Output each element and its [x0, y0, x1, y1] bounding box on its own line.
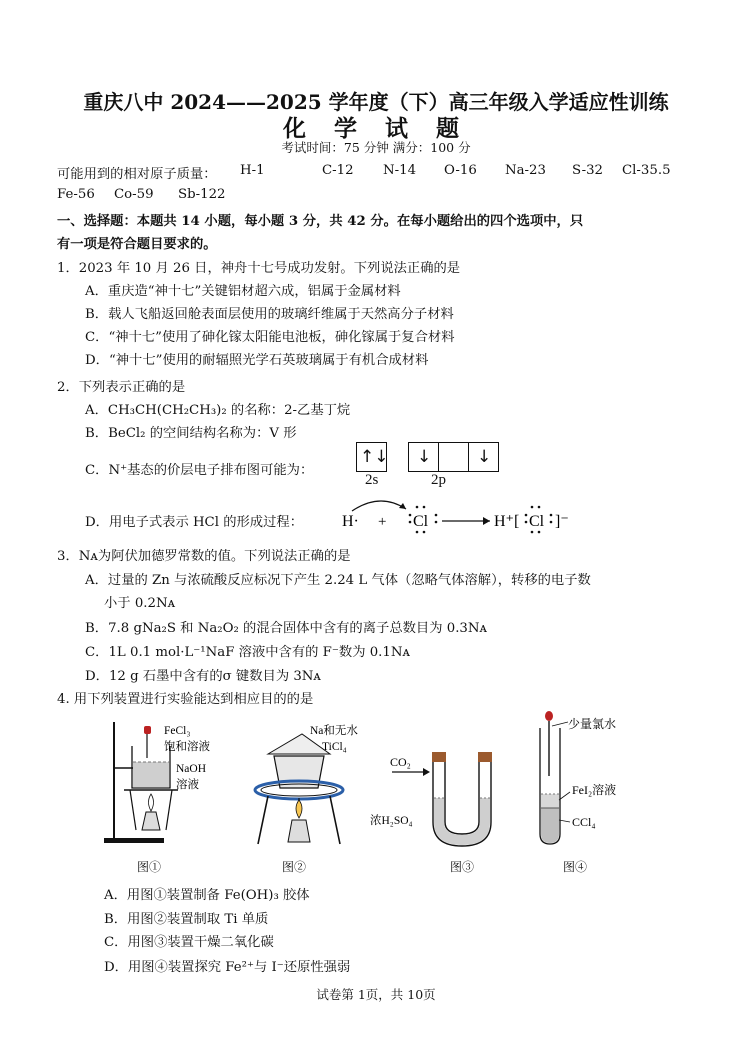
figure-3-caption: 图③ — [450, 860, 475, 874]
hcl-plus: + — [378, 514, 387, 530]
orbital-label-2s: 2s — [365, 472, 379, 488]
question-2-option-d[interactable]: D．用电子式表示 HCl 的形成过程： — [85, 515, 303, 530]
atomic-mass-item: S-32 — [572, 163, 604, 178]
fig1-label-naoh: NaOH — [176, 763, 207, 775]
question-4-option-c[interactable]: C．用图③装置干燥二氧化碳 — [104, 935, 274, 950]
atomic-mass-item: Sb-122 — [178, 187, 226, 202]
fig1-label-solution: 溶液 — [176, 779, 199, 791]
fig1-label-saturated: 饱和溶液 — [164, 741, 210, 753]
fig3-label-co2: CO₂ — [390, 755, 411, 769]
orbital-2s-electrons: ↑↓ — [360, 447, 389, 467]
orbital-2p-electron: ↓ — [417, 447, 432, 467]
fig2-label-ticl4: TiCl₄ — [322, 741, 347, 753]
figure-1-apparatus — [100, 712, 230, 852]
hcl-product-end: ]⁻ — [555, 513, 569, 530]
hcl-cl-atom: Cl — [413, 513, 429, 530]
fig4-label-fei2: FeI₂溶液 — [572, 783, 617, 797]
orbital-diagram — [353, 442, 503, 492]
question-4-option-b[interactable]: B．用图②装置制取 Ti 单质 — [104, 912, 269, 927]
section-heading-cont: 有一项是符合题目要求的。 — [57, 237, 217, 252]
fig1-label-fecl3: FeCl₃ — [164, 725, 191, 737]
question-2-stem: 2．下列表示正确的是 — [57, 380, 186, 395]
atomic-mass-item: Co-59 — [114, 187, 154, 202]
question-4-option-a[interactable]: A．用图①装置制备 Fe(OH)₃ 胶体 — [104, 888, 310, 903]
atomic-mass-label: 可能用到的相对原子质量： — [57, 167, 217, 182]
question-2-option-a[interactable]: A．CH₃CH(CH₂CH₃)₂ 的名称：2-乙基丁烷 — [85, 403, 351, 418]
figure-3-apparatus — [368, 740, 498, 854]
hcl-product-cl: Cl — [529, 513, 545, 530]
figure-2-apparatus — [240, 712, 380, 852]
question-4-option-d[interactable]: D．用图④装置探究 Fe²⁺与 I⁻还原性强弱 — [104, 960, 351, 975]
atomic-mass-item: O-16 — [444, 163, 477, 178]
question-2-option-b[interactable]: B．BeCl₂ 的空间结构名称为：V 形 — [85, 426, 297, 441]
page-footer: 试卷第 1页，共 10页 — [316, 987, 436, 1002]
atomic-mass-item: H-1 — [240, 163, 265, 178]
section-heading: 一、选择题：本题共 14 小题，每小题 3 分，共 42 分。在每小题给出的四个选项中，只 — [57, 214, 584, 229]
orbital-box-2s — [356, 442, 387, 472]
hcl-formation-diagram — [330, 496, 580, 538]
paper-title: 重庆八中 2024——2025 学年度（下）高三年级入学适应性训练 — [83, 90, 669, 114]
orbital-2p-electron: ↓ — [477, 447, 492, 467]
question-1-option-b[interactable]: B．载人飞船返回舱表面层使用的玻璃纤维属于天然高分子材料 — [85, 307, 454, 322]
fig3-label-h2so4: 浓H₂SO₄ — [370, 815, 413, 827]
hcl-product-h: H⁺[ — [494, 513, 520, 530]
atomic-mass-item: Na-23 — [505, 163, 546, 178]
fig2-label-na: Na和无水 — [310, 725, 358, 737]
figure-1-caption: 图① — [137, 860, 162, 874]
question-1-stem: 1．2023 年 10 月 26 日，神舟十七号成功发射。下列说法正确的是 — [57, 261, 461, 276]
question-3-option-d[interactable]: D．12 g 石墨中含有的σ 键数目为 3Nᴀ — [85, 669, 321, 684]
question-3-option-a[interactable]: A．过量的 Zn 与浓硫酸反应标况下产生 2.24 L 气体（忽略气体溶解），转移的电子数 — [85, 573, 591, 588]
hcl-h-atom: H· — [342, 513, 359, 530]
orbital-box-2p-2 — [438, 442, 469, 472]
fig4-label-ccl4: CCl₄ — [572, 815, 596, 829]
atomic-mass-item: Fe-56 — [57, 187, 95, 202]
figure-4-apparatus — [528, 708, 648, 852]
orbital-box-2p-1 — [408, 442, 439, 472]
atomic-mass-item: Cl-35.5 — [622, 163, 671, 178]
question-2-option-c[interactable]: C．N⁺基态的价层电子排布图可能为： — [85, 463, 314, 478]
question-1-option-d[interactable]: D．“神十七”使用的耐辐照光学石英玻璃属于有机合成材料 — [85, 353, 429, 368]
question-3-option-c[interactable]: C．1L 0.1 mol·L⁻¹NaF 溶液中含有的 F⁻数为 0.1Nᴀ — [85, 645, 411, 660]
orbital-box-2p-3 — [468, 442, 499, 472]
question-4-stem: 4. 用下列装置进行实验能达到相应目的的是 — [57, 692, 314, 707]
question-3-stem: 3．Nᴀ为阿伏加德罗常数的值。下列说法正确的是 — [57, 549, 351, 564]
atomic-mass-item: N-14 — [383, 163, 417, 178]
question-1-option-a[interactable]: A．重庆造“神十七”关键铝材超六成，铝属于金属材料 — [85, 284, 401, 299]
exam-info: 考试时间：75 分钟 满分：100 分 — [281, 140, 471, 155]
figure-2-caption: 图② — [282, 860, 307, 874]
atomic-mass-item: C-12 — [322, 163, 354, 178]
orbital-label-2p: 2p — [431, 472, 446, 488]
question-3-option-a-cont[interactable]: 小于 0.2Nᴀ — [104, 596, 176, 611]
question-1-option-c[interactable]: C．“神十七”使用了砷化镓太阳能电池板，砷化镓属于复合材料 — [85, 330, 455, 345]
fig4-label-chlorine: 少量氯水 — [568, 717, 617, 731]
figure-4-caption: 图④ — [563, 860, 588, 874]
paper-subtitle: 化 学 试 题 — [282, 115, 470, 142]
question-3-option-b[interactable]: B．7.8 gNa₂S 和 Na₂O₂ 的混合固体中含有的离子总数目为 0.3Nᴀ — [85, 621, 488, 636]
